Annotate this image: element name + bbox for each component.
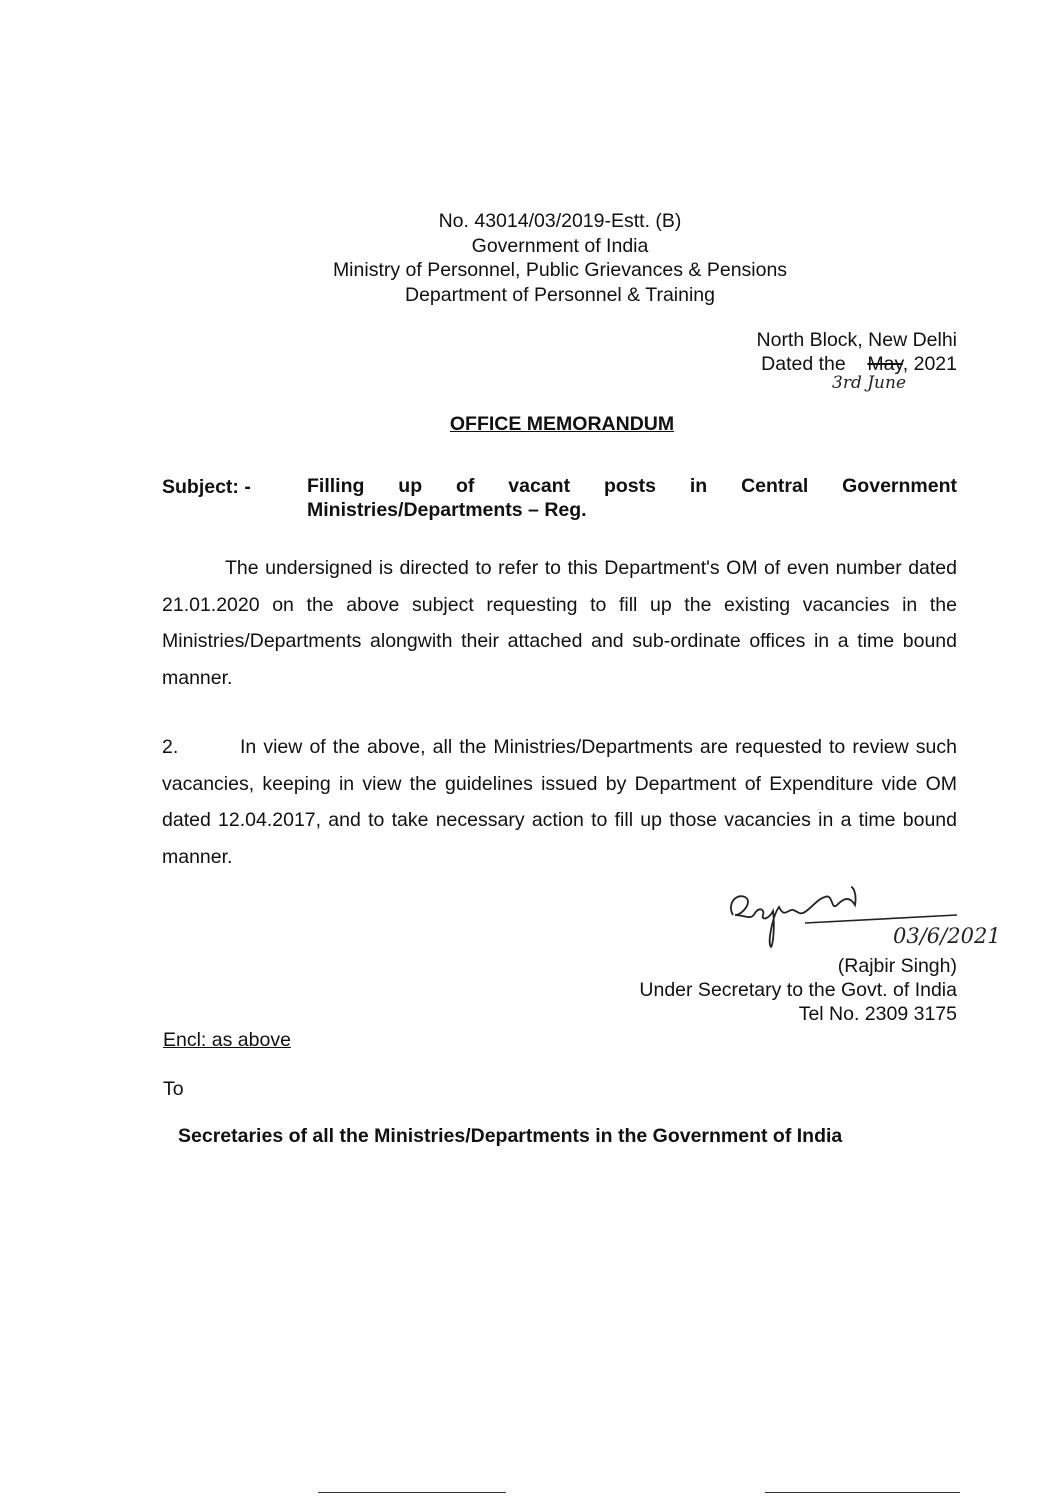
struck-month: May: [867, 353, 903, 375]
place-date: [600, 328, 957, 376]
signatory-name: (Rajbir Singh): [837, 955, 957, 977]
handwritten-signature-date: 03/6/2021: [893, 924, 1001, 948]
date-line: Dated the May, 2021: [761, 353, 957, 375]
department-name: Department of Personnel & Training: [404, 283, 715, 306]
footer-rule-right: [765, 1492, 960, 1493]
document-title: OFFICE MEMORANDUM: [449, 413, 675, 435]
paragraph-2-number: 2.: [162, 736, 179, 758]
to-label: To: [163, 1078, 184, 1100]
letterhead: [260, 209, 860, 307]
footer-rule-left: [318, 1492, 506, 1493]
paragraph-1: The undersigned is directed to refer to this Department's OM of even number dated 21.01.2020 on the above subject requesting to fill up the existing vacancies in the Ministries/Departments alongwith their attached and sub-ordinate offices in a time bound manner.: [162, 557, 957, 689]
paragraph-2: In view of the above, all the Ministries/Departments are requested to review such vacancies, keeping in view the guidelines issued by Department of Expenditure vide OM dated 12.04.2017, and to take necessary action to fill up those vacancies in a time bound manner.: [162, 736, 957, 868]
handwritten-date-correction: 3rd June: [832, 373, 907, 393]
recipients: Secretaries of all the Ministries/Departments in the Government of India: [178, 1125, 843, 1147]
ministry-name: Ministry of Personnel, Public Grievances & Pensions: [332, 259, 788, 281]
signatory-designation: Under Secretary to the Govt. of India: [639, 979, 957, 1001]
government-name: Government of India: [471, 234, 649, 257]
file-number: No. 43014/03/2019-Estt. (B): [438, 210, 682, 232]
subject-text: Filling up of vacant posts in Central Government Ministries/Departments – Reg.: [307, 475, 957, 521]
signatory-phone: Tel No. 2309 3175: [798, 1003, 957, 1025]
subject-label: Subject: -: [162, 476, 251, 498]
signature-block: [600, 954, 957, 1026]
place: North Block, New Delhi: [756, 329, 957, 351]
enclosure: Encl: as above: [163, 1029, 291, 1051]
